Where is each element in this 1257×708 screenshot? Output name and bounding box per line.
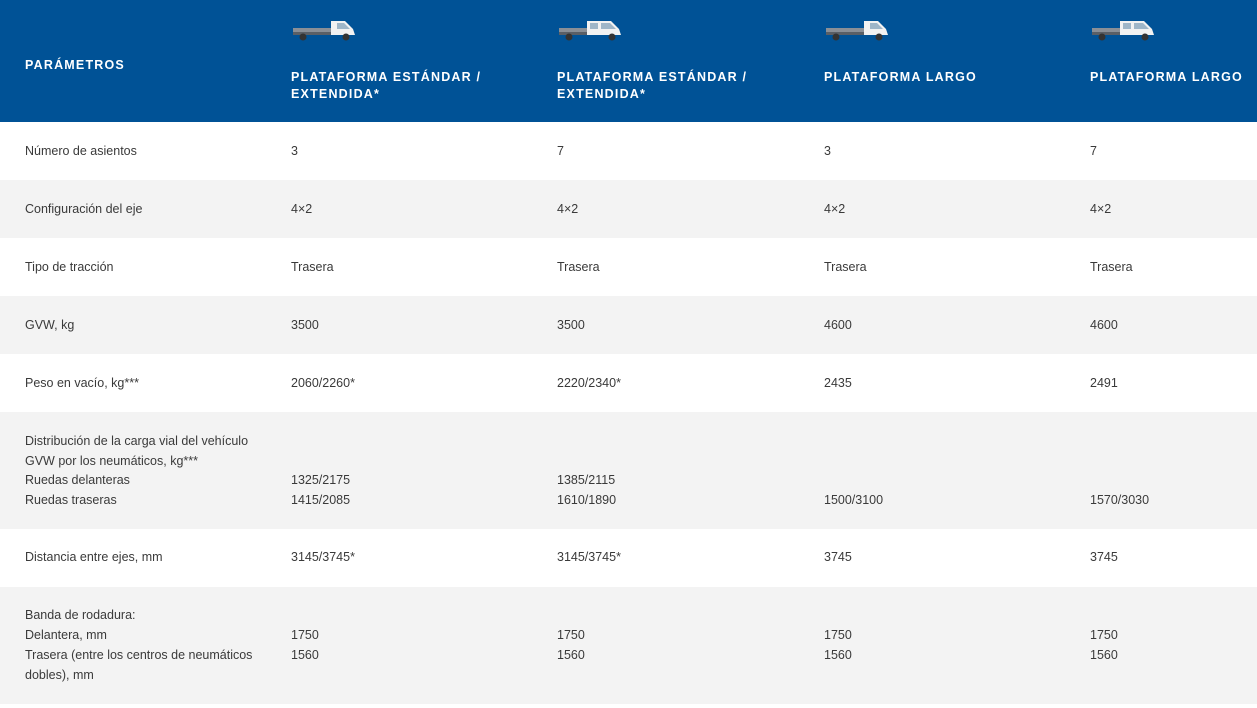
column-header-label: PLATAFORMA LARGO (1090, 70, 1243, 84)
table-cell: 1385/2115 (557, 473, 616, 487)
table-row (0, 412, 1257, 529)
table-cell: 2491 (1090, 376, 1118, 390)
table-cell: 4600 (824, 318, 852, 332)
row-label: Configuración del eje (25, 202, 143, 216)
table-cell: 1570/3030 (1090, 493, 1150, 507)
table-cell: Trasera (1090, 260, 1133, 274)
table-cell: 3145/3745* (557, 550, 621, 564)
table-cell: 3 (824, 144, 831, 158)
table-cell: 7 (1090, 144, 1097, 158)
table-cell: 1560 (1090, 648, 1118, 662)
table-cell: 1560 (824, 648, 852, 662)
table-cell: Trasera (291, 260, 334, 274)
table-cell: 1500/3100 (824, 493, 884, 507)
row-label: Distancia entre ejes, mm (25, 550, 163, 564)
row-label-line: Delantera, mm (25, 628, 107, 642)
table-cell: 1610/1890 (557, 493, 617, 507)
table-cell: 1750 (557, 628, 585, 642)
table-cell: 4×2 (1090, 202, 1112, 216)
table-cell: Trasera (557, 260, 600, 274)
double-cab-flatbed-truck-icon (557, 16, 623, 44)
table-row (0, 354, 1257, 412)
table-cell: 3 (291, 144, 298, 158)
parameters-heading: PARÁMETROS (25, 58, 125, 72)
single-cab-flatbed-truck-icon (824, 16, 890, 44)
table-cell: 3145/3745* (291, 550, 355, 564)
table-cell: 2060/2260* (291, 376, 355, 390)
row-label-line: Ruedas delanteras (25, 473, 130, 487)
row-label: Peso en vacío, kg*** (25, 376, 139, 390)
single-cab-flatbed-truck-icon (291, 16, 357, 44)
table-row (0, 122, 1257, 180)
row-label-line: GVW por los neumáticos, kg*** (25, 454, 198, 468)
table-header (0, 0, 1257, 122)
table-cell: 3745 (824, 550, 852, 564)
table-row (0, 296, 1257, 354)
row-label: Número de asientos (25, 144, 137, 158)
table-cell: 1415/2085 (291, 493, 351, 507)
table-cell: 7 (557, 144, 564, 158)
double-cab-flatbed-truck-icon (1090, 16, 1156, 44)
table-cell: 4600 (1090, 318, 1118, 332)
row-label: Tipo de tracción (25, 260, 114, 274)
table-cell: 1750 (1090, 628, 1118, 642)
row-label-line: Ruedas traseras (25, 493, 117, 507)
row-label-line: Banda de rodadura: (25, 608, 136, 622)
table-row (0, 587, 1257, 704)
table-cell: 1750 (824, 628, 852, 642)
table-cell: 1560 (291, 648, 319, 662)
row-label-line: dobles), mm (25, 668, 94, 682)
row-label-line: Trasera (entre los centros de neumáticos (25, 648, 253, 662)
table-cell: 3500 (557, 318, 585, 332)
table-cell: Trasera (824, 260, 867, 274)
table-cell: 4×2 (557, 202, 579, 216)
table-cell: 4×2 (824, 202, 846, 216)
table-cell: 3745 (1090, 550, 1118, 564)
row-label-line: Distribución de la carga vial del vehículo (25, 434, 249, 448)
column-header-label: PLATAFORMA ESTÁNDAR / EXTENDIDA* (291, 70, 482, 101)
table-row (0, 180, 1257, 238)
table-cell: 1560 (557, 648, 585, 662)
table-row (0, 529, 1257, 587)
table-cell: 4×2 (291, 202, 313, 216)
table-row (0, 238, 1257, 296)
row-label: GVW, kg (25, 318, 75, 332)
column-header-label: PLATAFORMA ESTÁNDAR / EXTENDIDA* (557, 70, 748, 101)
table-cell: 1325/2175 (291, 473, 351, 487)
table-cell: 2435 (824, 376, 852, 390)
column-header-label: PLATAFORMA LARGO (824, 70, 977, 84)
table-cell: 2220/2340* (557, 376, 621, 390)
table-cell: 1750 (291, 628, 319, 642)
table-cell: 3500 (291, 318, 319, 332)
